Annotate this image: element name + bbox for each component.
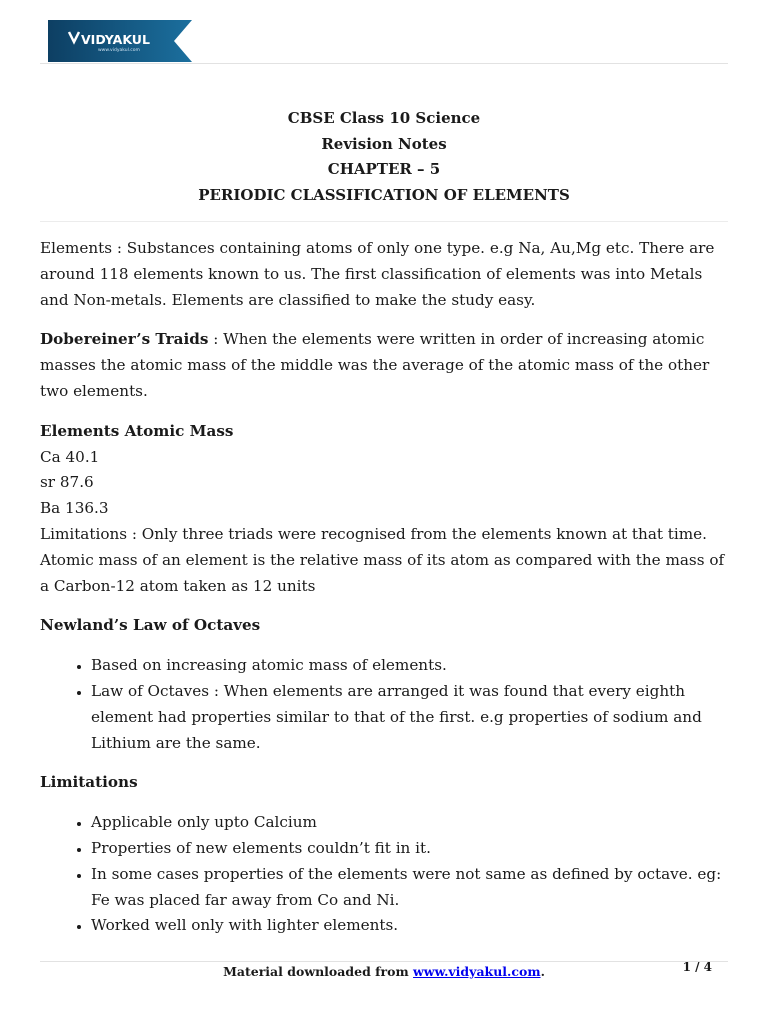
list-item: • In some cases properties of the elements were not same as defined by octave. eg: Fe was placed far away from Co and Ni. [91,862,730,914]
dobereiner-text: : When the elements were written in order of increasing atomic masses the atomic mass of the middle was the average of the atomic mass of the other two elements. [40,330,710,400]
title-line-1: CBSE Class 10 Science [287,109,481,127]
newland-list [40,653,730,756]
footer-prefix: Material downloaded from [223,964,414,979]
footer-link[interactable]: www.vidyakul.com [413,964,541,979]
elements-paragraph: Elements : Substances containing atoms of only one type. e.g Na, Au,Mg etc. There are around 118 elements known to us. The first classification of elements was into Metals and Non-metals. Elements are classified to make the study easy. [40,239,715,309]
triad-limitations: Limitations : Only three triads were recognised from the elements known at that time. [40,524,707,543]
document-body [40,236,730,953]
list-item: • Based on increasing atomic mass of elements. [91,653,730,679]
limitations-list [40,810,730,939]
atomic-mass-row: Ca 40.1 [40,447,100,466]
footer-divider [40,961,728,962]
title-line-2: Revision Notes [321,134,447,153]
atomic-mass-definition: Atomic mass of an element is the relative mass of its atom as compared with the mass of a Carbon-12 atom taken as 12 units [40,550,725,595]
header-divider [40,63,728,64]
list-item: • Law of Octaves : When elements are arranged it was found that every eighth element had properties similar to that of the first. e.g properties of sodium and Lithium are the same. [91,679,730,756]
atomic-mass-row: Ba 136.3 [40,499,109,518]
dobereiner-paragraph [40,327,730,404]
dobereiner-label: Dobereiner’s Traids [40,330,209,349]
list-item: • Properties of new elements couldn’t fit in it. [91,836,730,862]
logo-url-caption: www.vidyakul.com [98,48,140,53]
list-item: • Applicable only upto Calcium [91,810,730,836]
title-line-3: CHAPTER – 5 [327,160,441,178]
title-line-4: PERIODIC CLASSIFICATION OF ELEMENTS [198,185,570,204]
limitations-heading: Limitations [40,773,138,792]
footer-text [0,963,768,981]
footer-suffix: . [540,964,545,979]
atomic-mass-heading: Elements Atomic Mass [40,421,234,440]
newland-heading: Newland’s Law of Octaves [40,616,261,635]
atomic-mass-row: sr 87.6 [40,473,94,492]
page-number: 1 / 4 [682,960,712,974]
logo-brand-text: VIDYAKUL [81,32,150,47]
list-item: • Worked well only with lighter elements. [91,913,730,939]
vidyakul-logo[interactable] [48,20,192,62]
document-title [0,106,768,208]
title-divider [40,221,728,222]
